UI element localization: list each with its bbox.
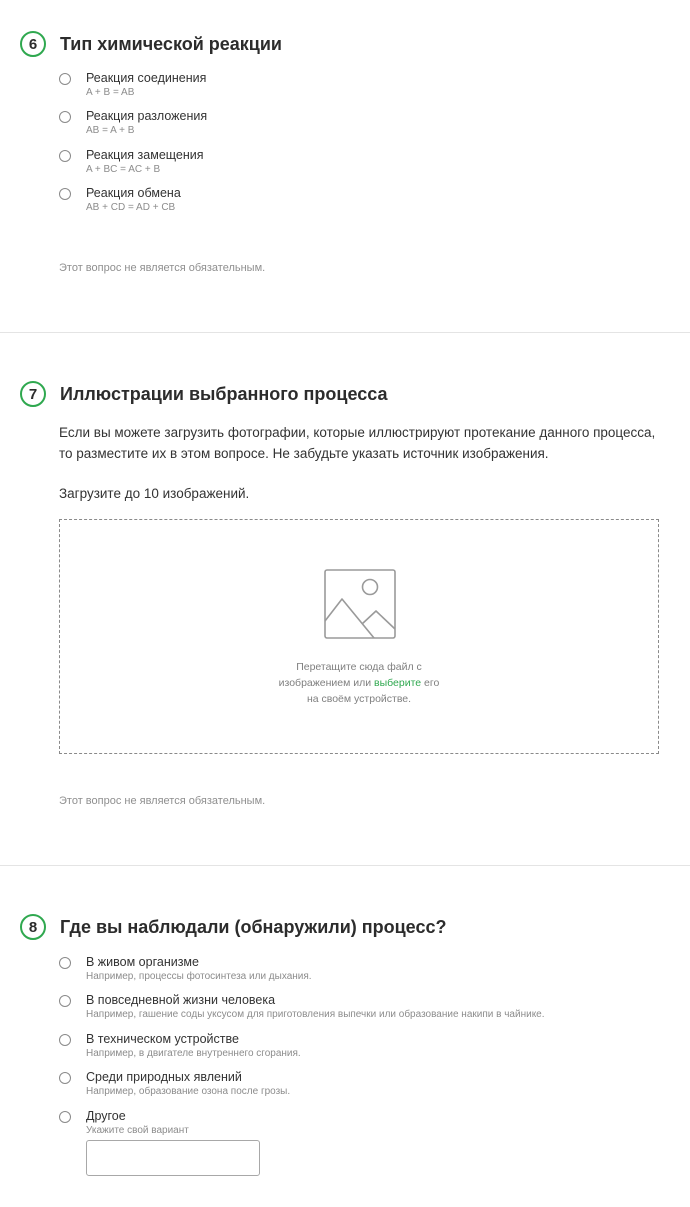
option-label: Среди природных явлений — [86, 1070, 242, 1085]
question-title: Где вы наблюдали (обнаружили) процесс? — [60, 916, 447, 937]
radio-button[interactable] — [59, 957, 71, 969]
dropzone-line-3: на своём устройстве. — [306, 693, 412, 705]
option-hint: Укажите свой вариант — [86, 1124, 189, 1136]
question-number-badge: 6 — [20, 31, 46, 57]
choose-file-link[interactable]: выберите — [374, 677, 422, 689]
radio-button[interactable] — [59, 150, 71, 162]
option-label: Реакция разложения — [86, 109, 208, 124]
question-number-badge: 7 — [20, 381, 46, 407]
question-8 — [0, 866, 690, 1207]
option-label: В живом организме — [86, 955, 199, 969]
option-hint: Например, в двигателе внутреннего сгорания. — [86, 1047, 301, 1059]
radio-button[interactable] — [59, 995, 71, 1007]
optional-note: Этот вопрос не является обязательным. — [59, 795, 266, 807]
radio-button[interactable] — [59, 1034, 71, 1046]
image-dropzone[interactable] — [59, 519, 659, 754]
option-hint: Например, гашение соды уксусом для приготовления выпечки или образование накипи в чайнике. — [86, 1009, 545, 1021]
option-label: Другое — [86, 1108, 126, 1123]
option-label: Реакция замещения — [86, 147, 204, 162]
option-hint: Например, образование озона после грозы. — [86, 1086, 291, 1098]
option-label: В техническом устройстве — [86, 1031, 239, 1046]
option-hint: AB + CD = AD + CB — [86, 202, 176, 214]
option-label: В повседневной жизни человека — [86, 993, 276, 1008]
question-description: Если вы можете загрузить фотографии, которые иллюстрируют протекание данного процесса, то разместите их в этом вопросе. Не забудьте указать источник изображения. — [59, 425, 656, 461]
dropzone-line-2 — [60, 675, 658, 691]
dropzone-line-1: Перетащите сюда файл с — [296, 661, 422, 673]
option-hint: A + B = AB — [86, 87, 135, 98]
radio-button[interactable] — [59, 188, 71, 200]
question-title: Тип химической реакции — [60, 33, 282, 54]
question-7-header — [20, 381, 387, 407]
option-label: Реакция обмена — [86, 186, 181, 201]
dropzone-line-2-prefix: изображением или — [278, 677, 375, 689]
option-hint: Например, процессы фотосинтеза или дыхания. — [86, 971, 312, 982]
question-6-header — [20, 31, 282, 57]
option-label: Реакция соединения — [86, 71, 207, 85]
optional-note: Этот вопрос не является обязательным. — [59, 262, 266, 274]
dropzone-instructions — [60, 659, 658, 707]
question-8-header — [20, 914, 446, 940]
question-title: Иллюстрации выбранного процесса — [60, 383, 388, 404]
other-option-input[interactable] — [86, 1140, 260, 1176]
question-number-badge: 8 — [20, 914, 46, 940]
radio-button[interactable] — [59, 111, 71, 123]
radio-button[interactable] — [59, 73, 71, 85]
question-6 — [0, 0, 690, 333]
image-icon — [324, 569, 396, 641]
radio-button[interactable] — [59, 1111, 71, 1123]
radio-button[interactable] — [59, 1072, 71, 1084]
option-hint: AB = A + B — [86, 125, 135, 137]
dropzone-line-2-suffix: его — [421, 677, 440, 689]
upload-limit-text: Загрузите до 10 изображений. — [59, 486, 250, 501]
question-7 — [0, 333, 690, 866]
option-hint: A + BC = AC + B — [86, 163, 161, 175]
